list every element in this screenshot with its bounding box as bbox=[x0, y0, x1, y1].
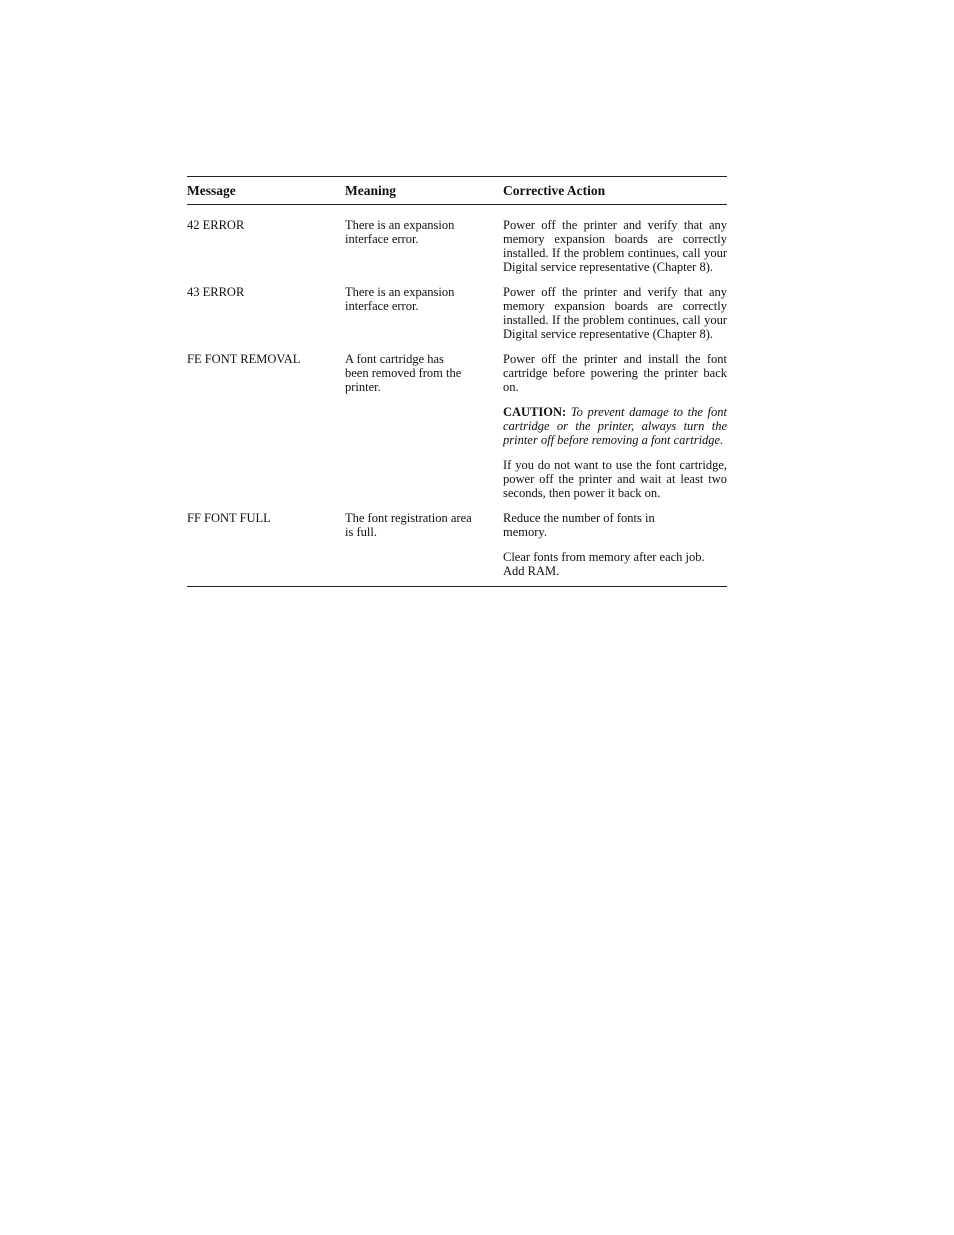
caution-label: CAUTION: bbox=[503, 405, 567, 419]
message-cell bbox=[187, 511, 345, 578]
meaning-text: The font registration area is full. bbox=[345, 511, 472, 539]
action-text: Add RAM. bbox=[503, 564, 560, 578]
table-row bbox=[187, 218, 727, 274]
message-text: FF FONT FULL bbox=[187, 511, 271, 525]
meaning-text: There is an expansion interface error. bbox=[345, 285, 455, 313]
action-cell bbox=[503, 352, 727, 500]
meaning-text: There is an expansion interface error. bbox=[345, 218, 455, 246]
header-message: Message bbox=[187, 182, 236, 198]
message-text: 42 ERROR bbox=[187, 218, 245, 232]
action-cell bbox=[503, 285, 727, 341]
action-text: If you do not want to use the font cartridge, power off the printer and wait at least two seconds, then power it back on. bbox=[503, 458, 727, 500]
meaning-text: A font cartridge has been removed from the printer. bbox=[345, 352, 462, 394]
action-text: Power off the printer and verify that any memory expansion boards are correctly installed. If the problem continues, call your Digital service representative (Chapter 8). bbox=[503, 218, 727, 274]
table-body bbox=[187, 205, 727, 586]
caution-note bbox=[503, 405, 727, 447]
action-text: Clear fonts from memory after each job. bbox=[503, 550, 705, 564]
header-corrective-action: Corrective Action bbox=[503, 182, 606, 198]
table-row bbox=[187, 352, 727, 500]
caution-text: To prevent damage to the font cartridge or the printer, always turn the printer off before removing a font cartridge. bbox=[503, 405, 728, 447]
table-header-row bbox=[187, 177, 727, 205]
header-meaning: Meaning bbox=[345, 182, 397, 198]
meaning-cell bbox=[345, 352, 503, 500]
table-row bbox=[187, 285, 727, 341]
action-text: Reduce the number of fonts in memory. bbox=[503, 511, 655, 539]
meaning-cell bbox=[345, 285, 503, 341]
action-cell bbox=[503, 218, 727, 274]
message-text: 43 ERROR bbox=[187, 285, 245, 299]
message-cell bbox=[187, 285, 345, 341]
action-cell bbox=[503, 511, 727, 578]
error-message-table bbox=[187, 176, 727, 587]
meaning-cell bbox=[345, 511, 503, 578]
action-text: Power off the printer and install the font cartridge before powering the printer back on. bbox=[503, 352, 727, 394]
table-row bbox=[187, 511, 727, 578]
message-text: FE FONT REMOVAL bbox=[187, 352, 301, 366]
action-text: Power off the printer and verify that any memory expansion boards are correctly installed. If the problem continues, call your Digital service representative (Chapter 8). bbox=[503, 285, 727, 341]
meaning-cell bbox=[345, 218, 503, 274]
message-cell bbox=[187, 352, 345, 500]
message-cell bbox=[187, 218, 345, 274]
